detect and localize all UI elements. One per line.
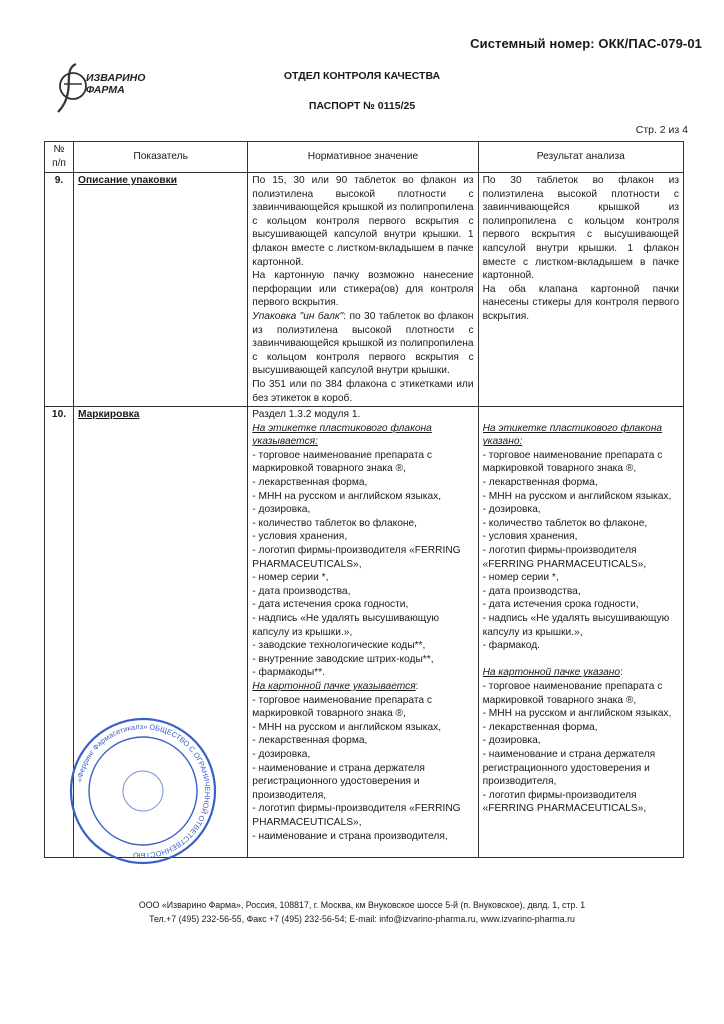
col-num-header: № п/п bbox=[45, 142, 74, 173]
list-item: - дата производства, bbox=[252, 585, 351, 597]
list-item: - номер серии *, bbox=[252, 572, 329, 584]
list-item: - количество таблеток во флаконе, bbox=[482, 517, 648, 529]
result-box-list bbox=[483, 680, 679, 816]
footer-address: ООО «Изварино Фарма», Россия, 108817, г. Москва, км Внуковское шоссе 5-й (п. Внуковское), двлд. 1, стр. 1 bbox=[138, 900, 586, 910]
col-indicator-header: Показатель bbox=[74, 142, 248, 173]
row-num: 10. bbox=[45, 407, 74, 858]
col-norm-header: Нормативное значение bbox=[248, 142, 478, 173]
list-item: - дозировка, bbox=[252, 748, 311, 760]
list-item: - внутренние заводские штрих-коды**, bbox=[252, 653, 434, 665]
list-item: - дата истечения срока годности, bbox=[252, 599, 409, 611]
list-item: - логотип фирмы-производителя «FERRING PHARMACEUTICALS», bbox=[482, 789, 647, 815]
norm-paragraph bbox=[252, 310, 473, 378]
list-item: - дата истечения срока годности, bbox=[482, 599, 639, 611]
list-item: - заводские технологические коды**, bbox=[252, 640, 426, 652]
list-item: - дата производства, bbox=[482, 585, 581, 597]
logo-line1: ИЗВАРИНО bbox=[86, 72, 146, 84]
footer-contacts: Тел.+7 (495) 232-56-55, Факс +7 (495) 232-56-54; E-mail: info@izvarino-pharma.ru, www.izvarino-pharma.ru bbox=[149, 914, 575, 924]
list-item: - МНН на русском и английском языках, bbox=[482, 708, 672, 720]
row-num: 9. bbox=[45, 173, 74, 407]
norm-paragraph: На картонную пачку возможно нанесение перфорации или стикера(ов) для контроля первого вскрытия. bbox=[252, 270, 474, 309]
list-item: - торговое наименование препарата с маркировкой товарного знака ®, bbox=[252, 694, 433, 720]
list-item: - условия хранения, bbox=[482, 531, 578, 543]
list-item: - номер серии *, bbox=[482, 572, 559, 584]
norm-bottle-heading: На этикетке пластикового флакона указывается: bbox=[252, 422, 432, 448]
result-box-heading: На картонной пачке указано bbox=[482, 667, 621, 679]
result-bottle-heading: На этикетке пластикового флакона указано: bbox=[482, 422, 663, 448]
result-bottle-list bbox=[483, 449, 679, 653]
table-header-row bbox=[45, 142, 684, 173]
result-paragraph: На оба клапана картонной пачки нанесены стикеры для контроля первого вскрытия. bbox=[482, 283, 679, 322]
norm-paragraph: По 351 или по 384 флакона с этикетками или без этикеток в короб. bbox=[252, 378, 474, 404]
list-item: - фармакод. bbox=[482, 640, 540, 652]
list-item: - дозировка, bbox=[252, 504, 311, 516]
result-cell: На этикетке пластикового флакона указано: - торговое наименование препарата с маркировкой товарного знака ®, - лекарственная форма, - МНН на русском и английском языках, - дозировка, - количество таблеток во флаконе, - условия хранения, - логотип фирмы-производителя «FERRING PHARMACEUTICALS», - номер серии *, - дата производства, - дата истечения срока годности, - надпись «Не удалять высушивающую капсулу из крышки.», - фармакод. На картонной пачке указано: - торговое наименование препарата с маркировкой товарного знака ®, - МНН на русском и английском языках, - лекарственная форма, - дозировка, - наименование и страна держателя регистрационного удостоверения и производителя, - логотип фирмы-производителя «FERRING PHARMACEUTICALS», bbox=[478, 407, 683, 858]
list-item: - логотип фирмы-производителя «FERRING PHARMACEUTICALS», bbox=[482, 545, 647, 570]
table-row bbox=[45, 173, 684, 407]
list-item: - лекарственная форма, bbox=[482, 721, 598, 733]
list-item: - надпись «Не удалять высушивающую капсулу из крышки.», bbox=[252, 613, 439, 638]
inbulk-text: : по 30 таблеток во флакон из полиэтилена высокой плотности с завинчивающейся крышкой из полипропилена с кольцом контроля первого вскрытия с высушивающей капсулой внутри крышки. bbox=[252, 310, 474, 377]
department-title: ОТДЕЛ КОНТРОЛЯ КАЧЕСТВА bbox=[283, 70, 441, 82]
norm-box-heading: На картонной пачке указывается bbox=[252, 680, 416, 692]
list-item: - дозировка, bbox=[482, 735, 541, 747]
list-item: - торговое наименование препарата с маркировкой товарного знака ®, bbox=[252, 449, 433, 475]
company-stamp bbox=[68, 716, 218, 866]
row-indicator: Описание упаковки bbox=[78, 175, 178, 186]
list-item: - лекарственная форма, bbox=[252, 477, 368, 489]
system-number: Системный номер: ОКК/ПАС-079-01 bbox=[470, 36, 702, 51]
list-item: - условия хранения, bbox=[252, 531, 348, 543]
norm-cell bbox=[248, 173, 478, 407]
result-paragraph: По 30 таблеток во флакон из полиэтилена высокой плотности с завинчивающейся крышкой из полипропилена с кольцом контроля первого вскрытия с высушивающей капсулой внутри крышки. 1 флакон вместе с листком-вкладышем в пачке картонной. bbox=[482, 175, 679, 282]
list-item: - наименование и страна держателя регистрационного удостоверения и производителя, bbox=[252, 762, 425, 801]
stamp-text: «Ферринг Фармасетикалз» ОБЩЕСТВО С ОГРАНИЧЕННОЙ ОТВЕТСТВЕННОСТЬЮ bbox=[74, 721, 213, 861]
list-item: - логотип фирмы-производителя «FERRING PHARMACEUTICALS», bbox=[252, 803, 461, 828]
row-indicator: Маркировка bbox=[78, 409, 140, 421]
inbulk-label: Упаковка "ин балк" bbox=[252, 310, 344, 322]
passport-title: ПАСПОРТ № 0115/25 bbox=[308, 100, 416, 112]
col-result-header: Результат анализа bbox=[478, 142, 683, 173]
norm-section: Раздел 1.3.2 модуля 1. bbox=[252, 409, 361, 421]
list-item: - торговое наименование препарата с маркировкой товарного знака ®, bbox=[482, 449, 663, 475]
page-number: Стр. 2 из 4 bbox=[635, 124, 688, 136]
list-item: - лекарственная форма, bbox=[482, 477, 598, 489]
list-item: - логотип фирмы-производителя «FERRING PHARMACEUTICALS», bbox=[252, 545, 461, 570]
norm-bottle-list bbox=[252, 449, 473, 680]
list-item: - МНН на русском и английском языках, bbox=[482, 490, 672, 502]
list-item: - МНН на русском и английском языках, bbox=[252, 721, 442, 733]
list-item: - количество таблеток во флаконе, bbox=[252, 517, 417, 529]
norm-paragraph: По 15, 30 или 90 таблеток во флакон из полиэтилена высокой плотности с завинчивающейся крышкой из полипропилена с кольцом контроля первого вскрытия с высушивающей капсулой внутри крышки. 1 флакон вместе с листком-вкладышем в пачке картонной. bbox=[252, 175, 474, 268]
list-item: - наименование и страна держателя регистрационного удостоверения и производителя, bbox=[482, 748, 656, 788]
list-item: - дозировка, bbox=[482, 504, 541, 516]
norm-box-list bbox=[252, 694, 473, 844]
list-item: - лекарственная форма, bbox=[252, 735, 368, 747]
list-item: - наименование и страна производителя, bbox=[252, 830, 448, 842]
list-item: - фармакоды**. bbox=[252, 667, 325, 679]
list-item: - МНН на русском и английском языках, bbox=[252, 490, 442, 502]
norm-cell: Раздел 1.3.2 модуля 1. На этикетке пластикового флакона указывается: - торговое наименование препарата с маркировкой товарного знака ®, - лекарственная форма, - МНН на русском и английском языках, - дозировка, - количество таблеток во флаконе, - условия хранения, - логотип фирмы-производителя «FERRING PHARMACEUTICALS», - номер серии *, - дата производства, - дата истечения срока годности, - надпись «Не удалять высушивающую капсулу из крышки.», - заводские технологические коды**, - внутренние заводские штрих-коды**, - фармакоды**. На картонной пачке указывается: - торговое наименование препарата с маркировкой товарного знака ®, - МНН на русском и английском языках, - лекарственная форма, - дозировка, - наименование и страна держателя регистрационного удостоверения и производителя, - логотип фирмы-производителя «FERRING PHARMACEUTICALS», - наименование и страна производителя, bbox=[248, 407, 478, 858]
list-item: - торговое наименование препарата с маркировкой товарного знака ®, bbox=[482, 680, 663, 706]
result-cell bbox=[478, 173, 683, 407]
logo-line2: ФАРМА bbox=[86, 84, 125, 96]
list-item: - надпись «Не удалять высушивающую капсулу из крышки.», bbox=[482, 613, 670, 638]
